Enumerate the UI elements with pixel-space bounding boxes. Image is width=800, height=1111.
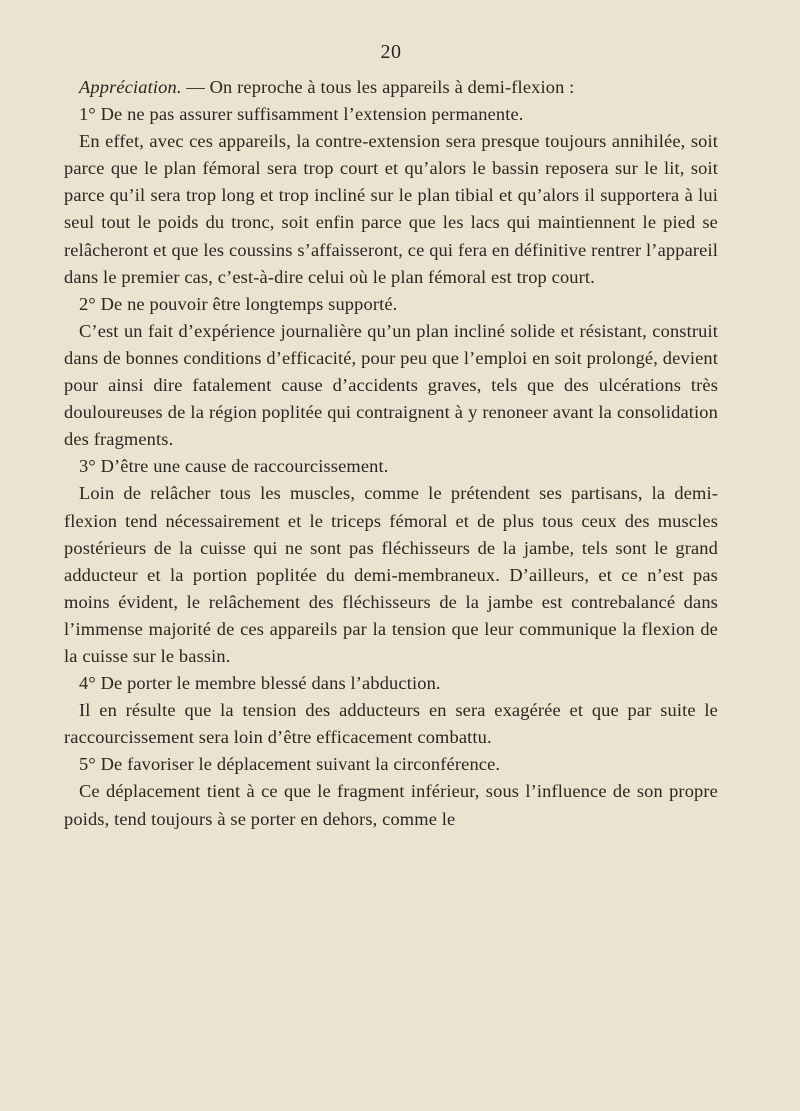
paragraph-point-3: 3° D’être une cause de raccourcissement. <box>79 456 389 477</box>
body-text <box>64 74 718 833</box>
paragraph-point-4-explanation: Il en résulte que la tension des adducteurs en sera exagérée et que par suite le raccourcissement sera loin d’être efficacement combattu. <box>64 700 718 748</box>
paragraph-point-1: 1° De ne pas assurer suffisamment l’extension permanente. <box>79 104 524 125</box>
paragraph-point-1-explanation: En effet, avec ces appareils, la contre-extension sera presque toujours annihilée, soit parce que le plan fémoral sera trop court et qu’alors le bassin reposera sur le lit, soit parce qu’il sera trop long et trop incliné sur le plan tibial et qu’alors il supportera à lui seul tout le poids du tronc, soit enfin parce que les lacs qui maintiennent le pied se relâcheront et que les coussins s’affaisseront, ce qui fera en définitive rentrer l’appareil dans le premier cas, c’est-à-dire celui où le plan fémoral est trop court. <box>64 131 718 287</box>
section-lead-title: Appréciation. <box>79 77 182 97</box>
page-number: 20 <box>380 41 402 63</box>
paragraph-appreciation <box>64 74 718 101</box>
paragraph-point-2: 2° De ne pouvoir être longtemps supporté. <box>79 293 398 314</box>
paragraph-point-2-explanation: C’est un fait d’expérience journalière qu’un plan incliné solide et résistant, construit dans de bonnes conditions d’efficacité, pour peu que l’emploi en soit prolongé, devient pour ainsi dire fatalement cause d’accidents graves, tels que des ulcérations très douloureuses de la région poplitée qui contraignent à y renoneer avant la consolidation des fragments. <box>64 320 718 450</box>
paragraph-point-5-explanation: Ce déplacement tient à ce que le fragment inférieur, sous l’influence de son propre poids, tend toujours à se porter en dehors, comme le <box>64 781 718 829</box>
paragraph-point-4: 4° De porter le membre blessé dans l’abduction. <box>79 673 441 694</box>
paragraph-text: — On reproche à tous les appareils à demi-flexion : <box>181 77 575 97</box>
paragraph-point-5: 5° De favoriser le déplacement suivant la circonférence. <box>79 754 501 775</box>
paragraph-point-3-explanation: Loin de relâcher tous les muscles, comme le prétendent ses partisans, la demi-flexion tend nécessairement et le triceps fémoral et de plus tous ceux des muscles postérieurs de la cuisse qui ne sont pas fléchisseurs de la jambe, tels sont le grand adducteur et la portion poplitée du demi-membraneux. D’ailleurs, et ce n’est pas moins évident, le relâchement des fléchisseurs de la jambe est contrebalancé dans l’immense majorité de ces appareils par la tension que leur communique la flexion de la cuisse sur le bassin. <box>64 483 718 666</box>
